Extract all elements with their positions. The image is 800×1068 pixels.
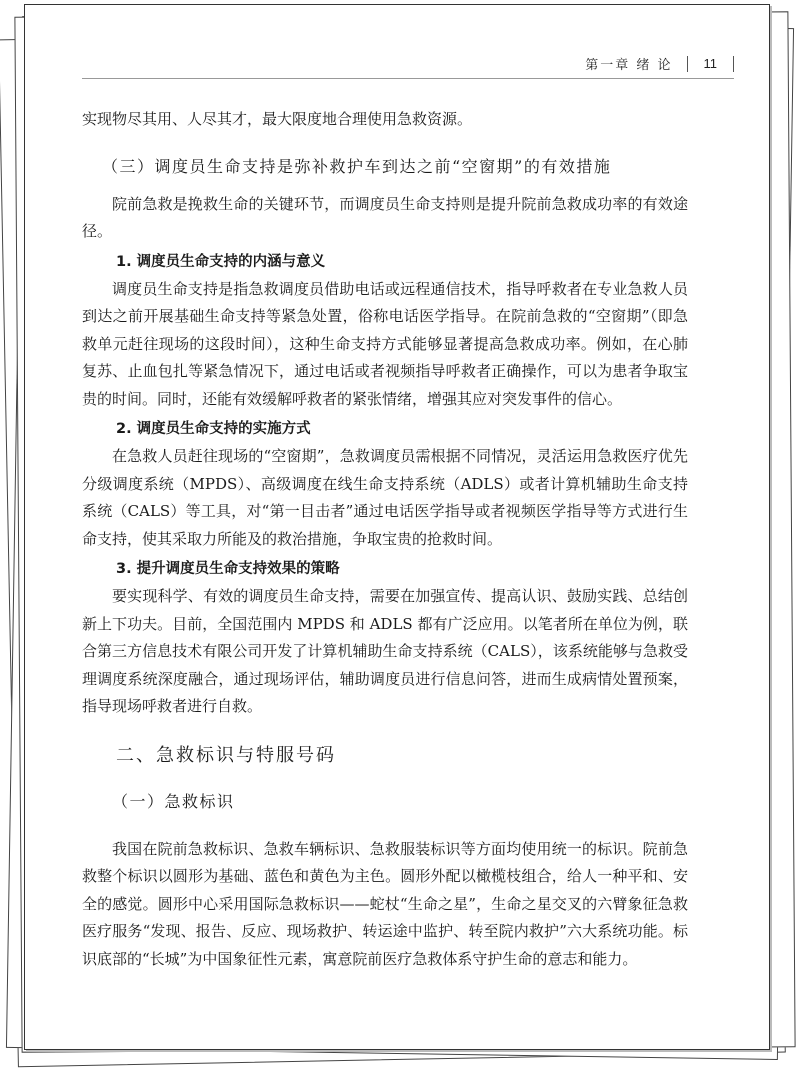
running-header <box>585 54 734 73</box>
chapter-section-heading: 二、急救标识与特服号码 <box>116 744 336 766</box>
subsection-heading: 2. 调度员生命支持的实施方式 <box>116 421 311 437</box>
section-heading: （一）急救标识 <box>112 791 235 811</box>
header-rule <box>82 78 734 79</box>
paragraph: 在急救人员赶往现场的“空窗期”，急救调度员需根据不同情况，灵活运用急救医疗优先分级调度系统（MPDS）、高级调度在线生命支持系统（ADLS）或者计算机辅助生命支持系统（CALS）等工具，对“第一目击者”通过电话医学指导或者视频医学指导等方式进行生命支持，使其采取力所能及的救治措施，争取宝贵的抢救时间。 <box>82 447 688 548</box>
page-body <box>82 106 688 973</box>
subsection-heading: 1. 调度员生命支持的内涵与意义 <box>116 253 326 270</box>
chapter-title: 第一章 绪 论 <box>585 58 673 73</box>
paragraph: 要实现科学、有效的调度员生命支持，需要在加强宣传、提高认识、鼓励实践、总结创新上下功夫。目前，全国范围内 MPDS 和 ADLS 都有广泛应用。以笔者所在单位为例，联合第三方信息技术有限公司开发了计算机辅助生命支持系统（CALS），该系统能够与急救受理调度系统深度融合，通过现场评估，辅助调度员进行信息问答，进而生成病情处置预案，指导现场呼救者进行自救。 <box>82 587 688 715</box>
paragraph: 调度员生命支持是指急救调度员借助电话或远程通信技术，指导呼救者在专业急救人员到达之前开展基础生命支持等紧急处置，俗称电话医学指导。在院前急救的“空窗期”（即急救单元赶往现场的这段时间），这种生命支持方式能够显著提高急救成功率。例如，在心肺复苏、止血包扎等紧急情况下，通过电话或者视频指导呼救者正确操作，可以为患者争取宝贵的时间。同时，还能有效缓解呼救者的紧张情绪，增强其应对突发事件的信心。 <box>82 279 688 408</box>
paragraph: 实现物尽其用、人尽其才，最大限度地合理使用急救资源。 <box>82 110 473 128</box>
paragraph: 我国在院前急救标识、急救车辆标识、急救服装标识等方面均使用统一的标识。院前急救整个标识以圆形为基础、蓝色和黄色为主色。圆形外配以橄榄枝组合，给人一种平和、安全的感觉。圆形中心采用国际急救标识——蛇杖“生命之星”，生命之星交叉的六臂象征急救医疗服务“发现、报告、反应、现场救护、转运途中监护、转至院内救护”六大系统功能。标识底部的“长城”为中国象征性元素，寓意院前医疗急救体系守护生命的意志和能力。 <box>82 839 688 968</box>
section-heading: （三）调度员生命支持是弥补救护车到达之前“空窗期”的有效措施 <box>102 156 612 176</box>
paragraph: 院前急救是挽救生命的关键环节，而调度员生命支持则是提升院前急救成功率的有效途径。 <box>82 194 688 240</box>
subsection-heading: 3. 提升调度员生命支持效果的策略 <box>116 561 340 577</box>
header-divider <box>733 56 734 72</box>
header-divider <box>687 56 688 72</box>
page-number: 11 <box>703 56 717 71</box>
